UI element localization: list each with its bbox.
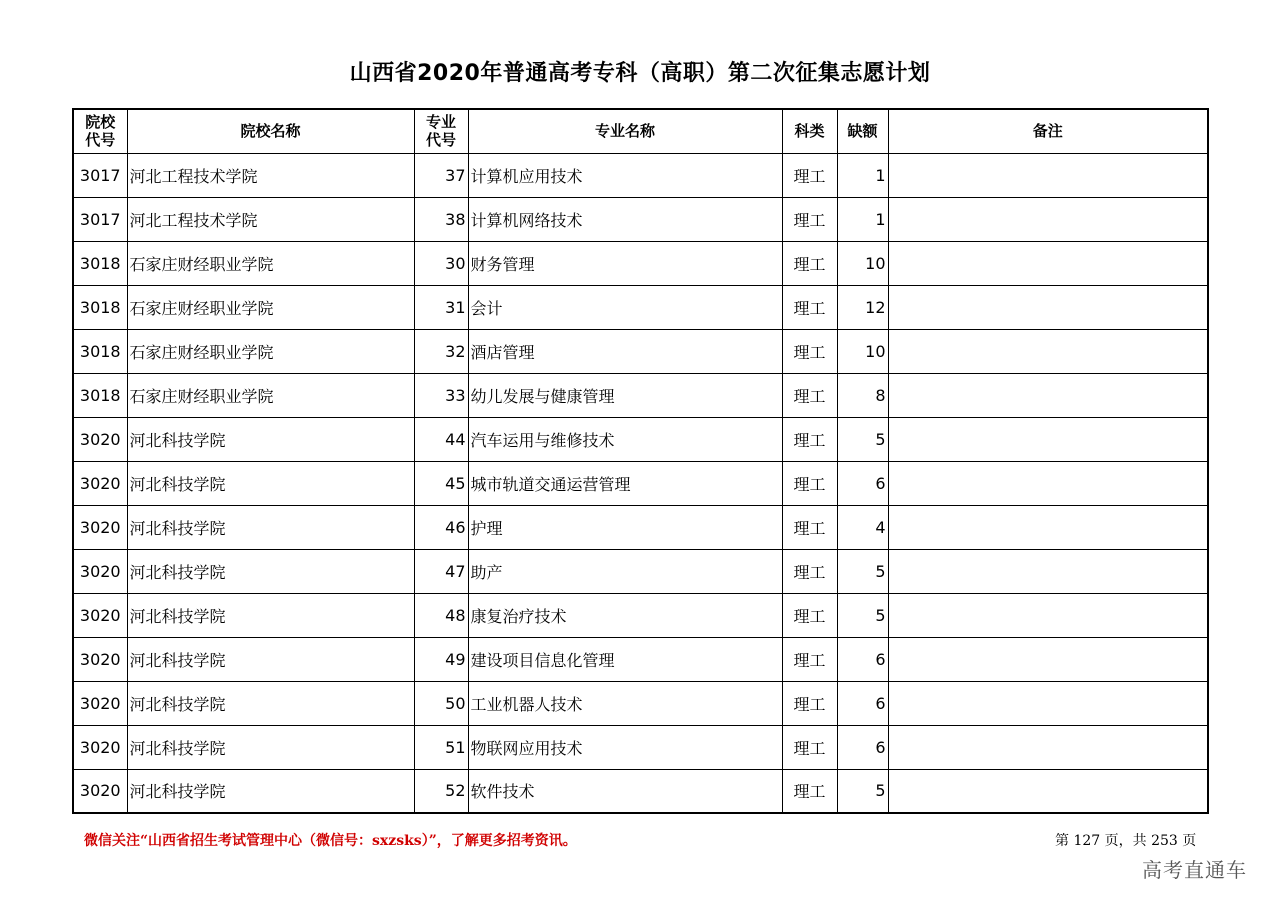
table-header-row	[73, 109, 1208, 153]
cell-school-name: 河北科技学院	[127, 725, 414, 769]
cell-category: 理工	[782, 681, 837, 725]
cell-school-code: 3020	[73, 725, 127, 769]
cell-category: 理工	[782, 197, 837, 241]
admission-plan-table	[72, 108, 1209, 814]
cell-school-name: 河北科技学院	[127, 637, 414, 681]
cell-school-name: 河北科技学院	[127, 505, 414, 549]
cell-category: 理工	[782, 637, 837, 681]
cell-quota: 12	[837, 285, 888, 329]
cell-school-code: 3020	[73, 681, 127, 725]
table-row	[73, 241, 1208, 285]
table-row	[73, 769, 1208, 813]
cell-note	[888, 725, 1208, 769]
table-row	[73, 329, 1208, 373]
cell-school-code: 3020	[73, 505, 127, 549]
cell-school-name: 石家庄财经职业学院	[127, 373, 414, 417]
cell-quota: 5	[837, 549, 888, 593]
cell-school-name: 石家庄财经职业学院	[127, 329, 414, 373]
cell-major-name: 城市轨道交通运营管理	[468, 461, 782, 505]
table-row	[73, 593, 1208, 637]
cell-quota: 10	[837, 241, 888, 285]
cell-school-code: 3017	[73, 153, 127, 197]
cell-note	[888, 197, 1208, 241]
table-row	[73, 461, 1208, 505]
cell-major-code: 31	[414, 285, 468, 329]
table-row	[73, 373, 1208, 417]
cell-note	[888, 549, 1208, 593]
cell-category: 理工	[782, 153, 837, 197]
cell-major-code: 52	[414, 769, 468, 813]
cell-note	[888, 373, 1208, 417]
page-title: 山西省2020年普通高考专科（高职）第二次征集志愿计划	[349, 61, 931, 86]
cell-school-code: 3020	[73, 417, 127, 461]
cell-school-code: 3020	[73, 769, 127, 813]
cell-school-code: 3017	[73, 197, 127, 241]
cell-major-name: 幼儿发展与健康管理	[468, 373, 782, 417]
cell-major-name: 工业机器人技术	[468, 681, 782, 725]
cell-school-code: 3020	[73, 637, 127, 681]
table-row	[73, 725, 1208, 769]
cell-school-name: 石家庄财经职业学院	[127, 241, 414, 285]
cell-major-code: 44	[414, 417, 468, 461]
cell-quota: 6	[837, 461, 888, 505]
cell-school-name: 河北科技学院	[127, 769, 414, 813]
cell-category: 理工	[782, 549, 837, 593]
cell-quota: 1	[837, 153, 888, 197]
cell-note	[888, 329, 1208, 373]
cell-note	[888, 637, 1208, 681]
cell-quota: 8	[837, 373, 888, 417]
cell-major-code: 48	[414, 593, 468, 637]
cell-major-code: 37	[414, 153, 468, 197]
cell-major-name: 物联网应用技术	[468, 725, 782, 769]
header-quota: 缺额	[837, 109, 888, 153]
cell-category: 理工	[782, 373, 837, 417]
cell-quota: 5	[837, 769, 888, 813]
cell-school-code: 3020	[73, 461, 127, 505]
cell-note	[888, 153, 1208, 197]
cell-quota: 10	[837, 329, 888, 373]
cell-major-name: 汽车运用与维修技术	[468, 417, 782, 461]
cell-school-name: 河北科技学院	[127, 417, 414, 461]
table-row	[73, 637, 1208, 681]
cell-note	[888, 769, 1208, 813]
cell-category: 理工	[782, 505, 837, 549]
cell-major-name: 计算机网络技术	[468, 197, 782, 241]
cell-quota: 1	[837, 197, 888, 241]
cell-quota: 6	[837, 681, 888, 725]
cell-major-name: 康复治疗技术	[468, 593, 782, 637]
cell-school-code: 3020	[73, 549, 127, 593]
cell-category: 理工	[782, 593, 837, 637]
page-number: 第 127 页，共 253 页	[1055, 833, 1197, 849]
table-row	[73, 285, 1208, 329]
cell-category: 理工	[782, 241, 837, 285]
cell-major-name: 会计	[468, 285, 782, 329]
cell-major-name: 建设项目信息化管理	[468, 637, 782, 681]
cell-major-code: 50	[414, 681, 468, 725]
cell-quota: 5	[837, 593, 888, 637]
cell-category: 理工	[782, 329, 837, 373]
table-row	[73, 681, 1208, 725]
cell-note	[888, 241, 1208, 285]
cell-major-code: 33	[414, 373, 468, 417]
cell-major-code: 46	[414, 505, 468, 549]
table-row	[73, 197, 1208, 241]
cell-school-code: 3018	[73, 241, 127, 285]
cell-quota: 6	[837, 637, 888, 681]
cell-major-name: 酒店管理	[468, 329, 782, 373]
cell-category: 理工	[782, 417, 837, 461]
cell-school-name: 河北科技学院	[127, 461, 414, 505]
header-major-code: 专业 代号	[414, 109, 468, 153]
header-major-name: 专业名称	[468, 109, 782, 153]
cell-major-code: 38	[414, 197, 468, 241]
cell-school-name: 河北工程技术学院	[127, 153, 414, 197]
cell-school-code: 3018	[73, 329, 127, 373]
cell-note	[888, 505, 1208, 549]
cell-major-code: 51	[414, 725, 468, 769]
cell-major-code: 49	[414, 637, 468, 681]
table-row	[73, 417, 1208, 461]
table-row	[73, 505, 1208, 549]
watermark-text: 高考直通车	[1142, 858, 1247, 882]
cell-major-name: 护理	[468, 505, 782, 549]
cell-major-code: 30	[414, 241, 468, 285]
cell-quota: 4	[837, 505, 888, 549]
header-note: 备注	[888, 109, 1208, 153]
cell-school-code: 3020	[73, 593, 127, 637]
cell-major-code: 32	[414, 329, 468, 373]
cell-category: 理工	[782, 461, 837, 505]
cell-school-name: 河北科技学院	[127, 593, 414, 637]
wechat-notice: 微信关注“山西省招生考试管理中心（微信号：sxzsks）”，了解更多招考资讯。	[84, 833, 577, 849]
cell-major-name: 软件技术	[468, 769, 782, 813]
cell-category: 理工	[782, 285, 837, 329]
cell-major-name: 助产	[468, 549, 782, 593]
cell-major-code: 45	[414, 461, 468, 505]
cell-quota: 6	[837, 725, 888, 769]
cell-school-code: 3018	[73, 285, 127, 329]
cell-school-name: 石家庄财经职业学院	[127, 285, 414, 329]
cell-note	[888, 285, 1208, 329]
cell-major-code: 47	[414, 549, 468, 593]
cell-major-name: 计算机应用技术	[468, 153, 782, 197]
table-row	[73, 153, 1208, 197]
cell-school-code: 3018	[73, 373, 127, 417]
cell-note	[888, 593, 1208, 637]
cell-category: 理工	[782, 725, 837, 769]
header-school-name: 院校名称	[127, 109, 414, 153]
cell-quota: 5	[837, 417, 888, 461]
cell-school-name: 河北工程技术学院	[127, 197, 414, 241]
cell-note	[888, 461, 1208, 505]
cell-note	[888, 681, 1208, 725]
table-row	[73, 549, 1208, 593]
header-category: 科类	[782, 109, 837, 153]
cell-note	[888, 417, 1208, 461]
header-school-code: 院校 代号	[73, 109, 127, 153]
cell-school-name: 河北科技学院	[127, 549, 414, 593]
cell-major-name: 财务管理	[468, 241, 782, 285]
table-body	[73, 153, 1208, 813]
cell-school-name: 河北科技学院	[127, 681, 414, 725]
cell-category: 理工	[782, 769, 837, 813]
